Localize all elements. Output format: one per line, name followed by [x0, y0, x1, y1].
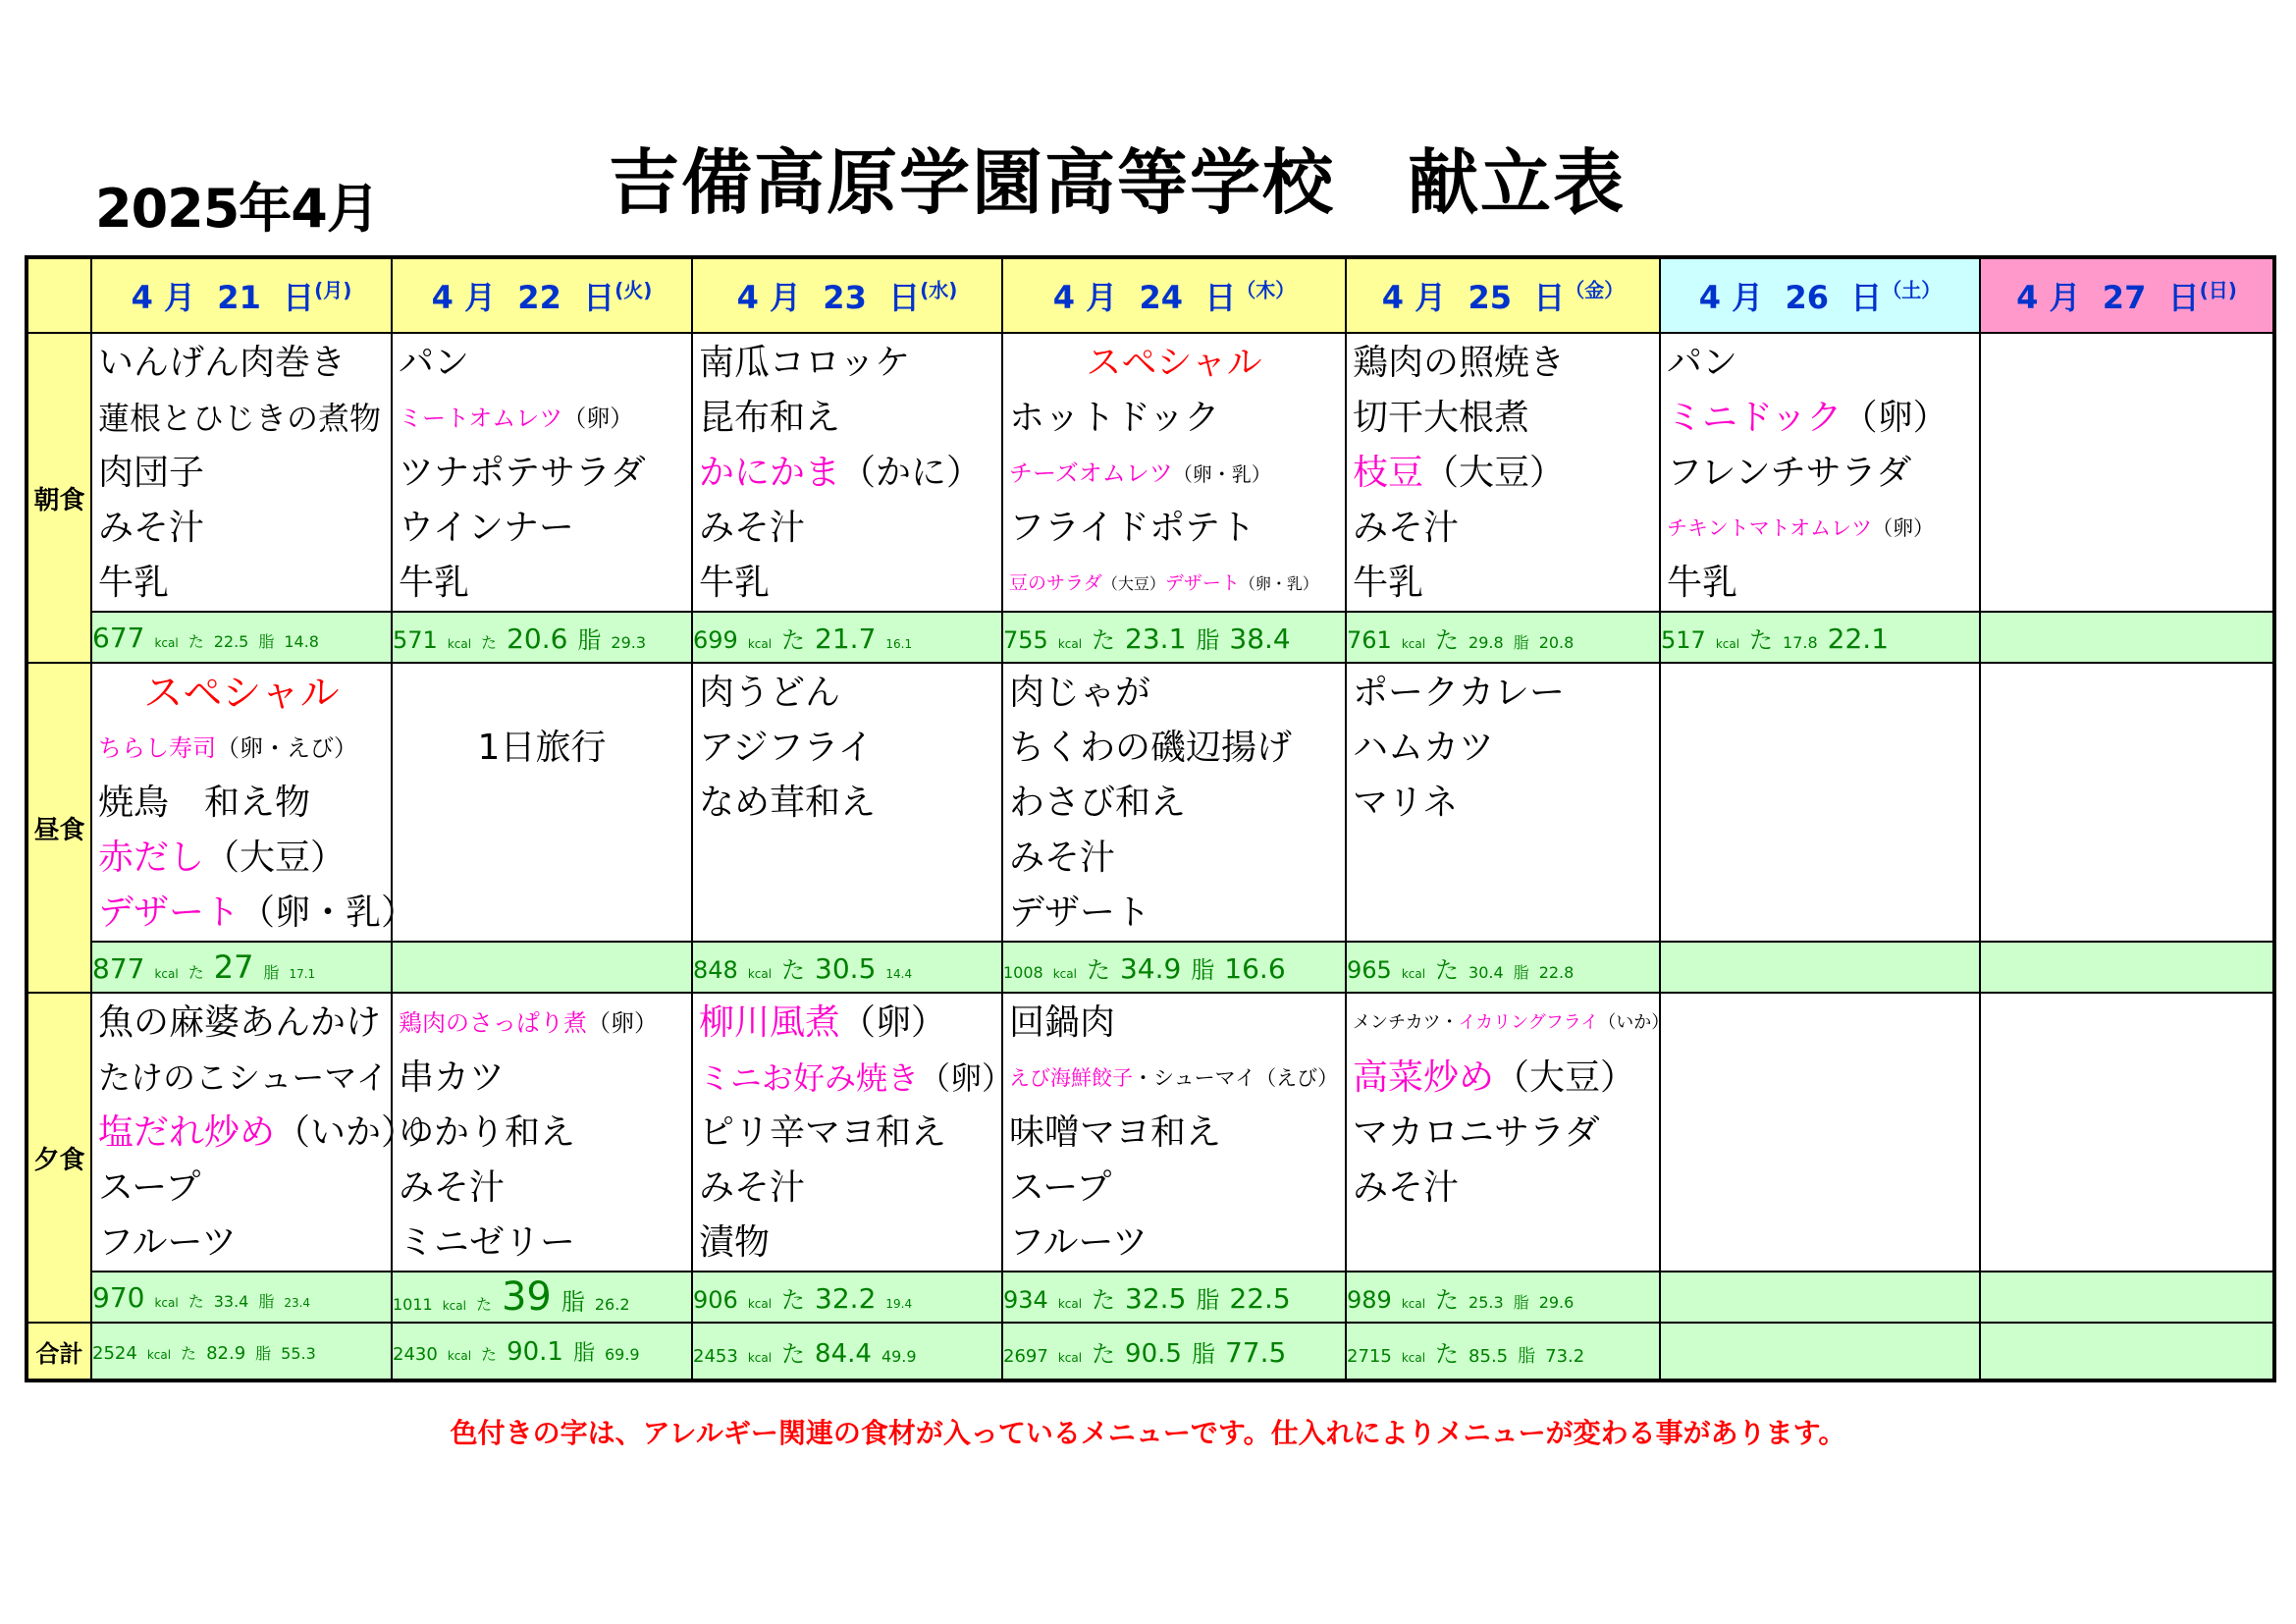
menu-item: パン: [1667, 343, 1738, 383]
menu-item: 鶏肉の照焼き: [1353, 343, 1566, 383]
nutrition-cell: 761 kcal た 29.8 脂 20.8: [1346, 612, 1660, 663]
total-row: [27, 1323, 2274, 1380]
menu-table: [25, 255, 2276, 1382]
menu-item: フライドポテト: [1009, 508, 1255, 548]
breakfast-24: [1002, 333, 1346, 612]
menu-item: マカロニサラダ: [1353, 1112, 1600, 1153]
menu-item: 肉団子: [98, 453, 205, 493]
menu-item: ゆかり和え: [399, 1112, 576, 1153]
nutrition-cell: 699 kcal た 21.7 16.1: [692, 612, 1002, 663]
menu-item: スープ: [98, 1167, 201, 1208]
menu-item: ホットドック: [1009, 398, 1220, 438]
menu-item: ハムカツ: [1353, 728, 1495, 768]
menu-item: ちくわの磯辺揚げ: [1009, 728, 1293, 768]
dinner-label: 夕食: [27, 993, 91, 1323]
total-cell: 2715 kcal た 85.5 脂 73.2: [1346, 1323, 1660, 1380]
nutrition-cell: 877 kcal た 27 脂 17.1: [91, 942, 392, 993]
menu-item: 塩だれ炒め（いか）: [98, 1112, 417, 1153]
menu-item: 豆のサラダ（大豆）デザート（卵・乳）: [1009, 572, 1318, 594]
breakfast-22: [392, 333, 692, 612]
dinner-22: [392, 993, 692, 1272]
total-cell: 2697 kcal た 90.5 脂 77.5: [1002, 1323, 1346, 1380]
menu-item: チキントマトオムレツ（卵）: [1667, 516, 1935, 540]
lunch-label: 昼食: [27, 663, 91, 993]
nutrition-cell: 970 kcal た 33.4 脂 23.4: [91, 1272, 392, 1323]
nutrition-cell: 677 kcal た 22.5 脂 14.8: [91, 612, 392, 663]
menu-item: ミニお好み焼き（卵）: [699, 1059, 1014, 1097]
allergy-footnote: 色付きの字は、アレルギー関連の食材が入っているメニューです。仕入れによりメニューが変わる事があります。: [450, 1417, 1846, 1449]
dinner-23: [692, 993, 1014, 1272]
day-header-21: 4 月 21 日$^{(月)}$: [91, 257, 392, 333]
lunch-27: [1980, 663, 2274, 942]
nutrition-cell: [1980, 942, 2274, 993]
nutrition-cell: 755 kcal た 23.1 脂 38.4: [1002, 612, 1346, 663]
menu-item: 回鍋肉: [1009, 1002, 1116, 1043]
nutrition-cell: 934 kcal た 32.5 脂 22.5: [1002, 1272, 1346, 1323]
menu-item: 高菜炒め（大豆）: [1353, 1057, 1636, 1098]
menu-item: パン: [399, 343, 470, 383]
menu-item: 柳川風煮（卵）: [699, 1002, 947, 1043]
lunch-24: [1002, 663, 1346, 942]
menu-item: みそ汁: [1353, 1167, 1460, 1208]
breakfast-label: 朝食: [27, 333, 91, 663]
menu-item: みそ汁: [699, 508, 806, 548]
nutrition-cell: 1008 kcal た 34.9 脂 16.6: [1002, 942, 1346, 993]
dinner-nutrition-row: [27, 1272, 2274, 1323]
nutrition-cell: [1660, 942, 1980, 993]
menu-item: ポークカレー: [1353, 673, 1566, 713]
menu-item: 赤だし（大豆）: [98, 838, 347, 878]
menu-item: 牛乳: [98, 563, 170, 603]
menu-item-special: スペシャル: [143, 671, 340, 716]
menu-item: みそ汁: [1009, 838, 1116, 878]
nutrition-cell: 989 kcal た 25.3 脂 29.6: [1346, 1272, 1660, 1323]
menu-item: 魚の麻婆あんかけ: [98, 1002, 382, 1043]
menu-item: メンチカツ・イカリングフライ（いか）: [1353, 1012, 1670, 1033]
menu-item: ミートオムレツ（卵）: [399, 405, 634, 432]
menu-item: スープ: [1009, 1167, 1112, 1208]
lunch-25: [1346, 663, 1660, 942]
menu-item: デザート（卵・乳）: [98, 893, 417, 933]
menu-item-special: スペシャル: [1086, 343, 1262, 383]
nutrition-cell: [1660, 1272, 1980, 1323]
menu-item: 焼鳥 和え物: [98, 783, 311, 823]
menu-item: 昆布和え: [699, 398, 841, 438]
menu-item: みそ汁: [1353, 508, 1460, 548]
menu-item: みそ汁: [98, 508, 205, 548]
menu-item: みそ汁: [699, 1167, 806, 1208]
menu-item: 南瓜コロッケ: [699, 343, 911, 383]
total-cell: [1980, 1323, 2274, 1380]
menu-item: 味噌マヨ和え: [1009, 1112, 1222, 1153]
nutrition-cell: [1980, 1272, 2274, 1323]
corner-cell: [27, 257, 91, 333]
dinner-24: [1002, 993, 1346, 1272]
menu-item: いんげん肉巻き: [98, 343, 347, 383]
day-header-27: 4 月 27 日$^{(日)}$: [1980, 257, 2274, 333]
breakfast-25: [1346, 333, 1660, 612]
lunch-23: [692, 663, 1002, 942]
breakfast-23: [692, 333, 1002, 612]
menu-item: フルーツ: [1009, 1222, 1148, 1263]
day-header-25: 4 月 25 日$^{(金)}$: [1346, 257, 1660, 333]
menu-item: 鶏肉のさっぱり煮（卵）: [399, 1009, 658, 1037]
date-label: 2025年4月: [95, 178, 379, 240]
menu-item: えび海鮮餃子・シューマイ（えび）: [1009, 1066, 1339, 1090]
menu-item: 肉うどん: [699, 673, 841, 713]
menu-item: ピリ辛マヨ和え: [699, 1112, 947, 1153]
dinner-21: [91, 993, 417, 1272]
menu-item: たけのこシューマイ: [98, 1058, 389, 1097]
menu-item: ちらし寿司（卵・えび）: [98, 734, 357, 762]
dinner-26: [1660, 993, 1980, 1272]
breakfast-26: [1660, 333, 1980, 612]
menu-item: アジフライ: [699, 728, 874, 768]
nutrition-cell: 906 kcal た 32.2 19.4: [692, 1272, 1002, 1323]
day-header-26: 4 月 26 日$^{(土)}$: [1660, 257, 1980, 333]
nutrition-cell: 1011 kcal た 39 脂 26.2: [392, 1272, 692, 1323]
nutrition-cell: 517 kcal た 17.8 22.1: [1660, 612, 1980, 663]
menu-item-trip: 1日旅行: [477, 728, 607, 768]
day-header-23: 4 月 23 日$^{(水)}$: [692, 257, 1002, 333]
menu-item: フレンチサラダ: [1667, 453, 1912, 493]
menu-item: ツナポテサラダ: [399, 453, 646, 493]
breakfast-21: [91, 333, 392, 612]
menu-item: 蓮根とひじきの煮物: [98, 400, 382, 437]
menu-item: 肉じゃが: [1009, 673, 1151, 713]
total-label: 合計: [27, 1323, 91, 1380]
menu-item: 枝豆（大豆）: [1353, 453, 1566, 493]
menu-item: ウインナー: [399, 508, 574, 548]
nutrition-cell: [392, 942, 692, 993]
lunch-21: [91, 663, 417, 942]
nutrition-cell: 848 kcal た 30.5 14.4: [692, 942, 1002, 993]
menu-item: 牛乳: [399, 563, 470, 603]
lunch-row: [27, 663, 2274, 942]
nutrition-cell: [1980, 612, 2274, 663]
lunch-22: [392, 663, 692, 942]
breakfast-nutrition-row: [27, 612, 2274, 663]
header-row: [27, 257, 2274, 333]
menu-item: 牛乳: [1667, 563, 1738, 603]
total-cell: 2524 kcal た 82.9 脂 55.3: [91, 1323, 392, 1380]
menu-item: 漬物: [699, 1222, 771, 1263]
menu-item: わさび和え: [1009, 783, 1187, 823]
menu-item: ミニドック（卵）: [1667, 398, 1949, 438]
menu-item: デザート: [1009, 893, 1151, 933]
menu-item: フルーツ: [98, 1222, 238, 1263]
menu-item: なめ茸和え: [699, 783, 877, 823]
menu-item: チーズオムレツ（卵・乳）: [1009, 460, 1271, 487]
page-title: 吉備高原学園高等学校 献立表: [609, 141, 1627, 224]
menu-item: 牛乳: [699, 563, 771, 603]
day-header-22: 4 月 22 日$^{(火)}$: [392, 257, 692, 333]
dinner-27: [1980, 993, 2274, 1272]
menu-item: 牛乳: [1353, 563, 1424, 603]
total-cell: 2453 kcal た 84.4 49.9: [692, 1323, 1002, 1380]
breakfast-row: [27, 333, 2274, 612]
lunch-nutrition-row: [27, 942, 2274, 993]
dinner-row: [27, 993, 2274, 1272]
menu-item: みそ汁: [399, 1167, 506, 1208]
menu-item: ミニゼリー: [399, 1222, 576, 1263]
nutrition-cell: 965 kcal た 30.4 脂 22.8: [1346, 942, 1660, 993]
dinner-25: [1346, 993, 1670, 1272]
lunch-26: [1660, 663, 1980, 942]
menu-item: 串カツ: [399, 1057, 506, 1098]
menu-item: かにかま（かに）: [699, 453, 983, 493]
menu-item: 切干大根煮: [1353, 398, 1530, 438]
day-header-24: 4 月 24 日$^{(木)}$: [1002, 257, 1346, 333]
breakfast-27: [1980, 333, 2274, 612]
menu-item: マリネ: [1353, 783, 1459, 823]
nutrition-cell: 571 kcal た 20.6 脂 29.3: [392, 612, 692, 663]
total-cell: [1660, 1323, 1980, 1380]
total-cell: 2430 kcal た 90.1 脂 69.9: [392, 1323, 692, 1380]
